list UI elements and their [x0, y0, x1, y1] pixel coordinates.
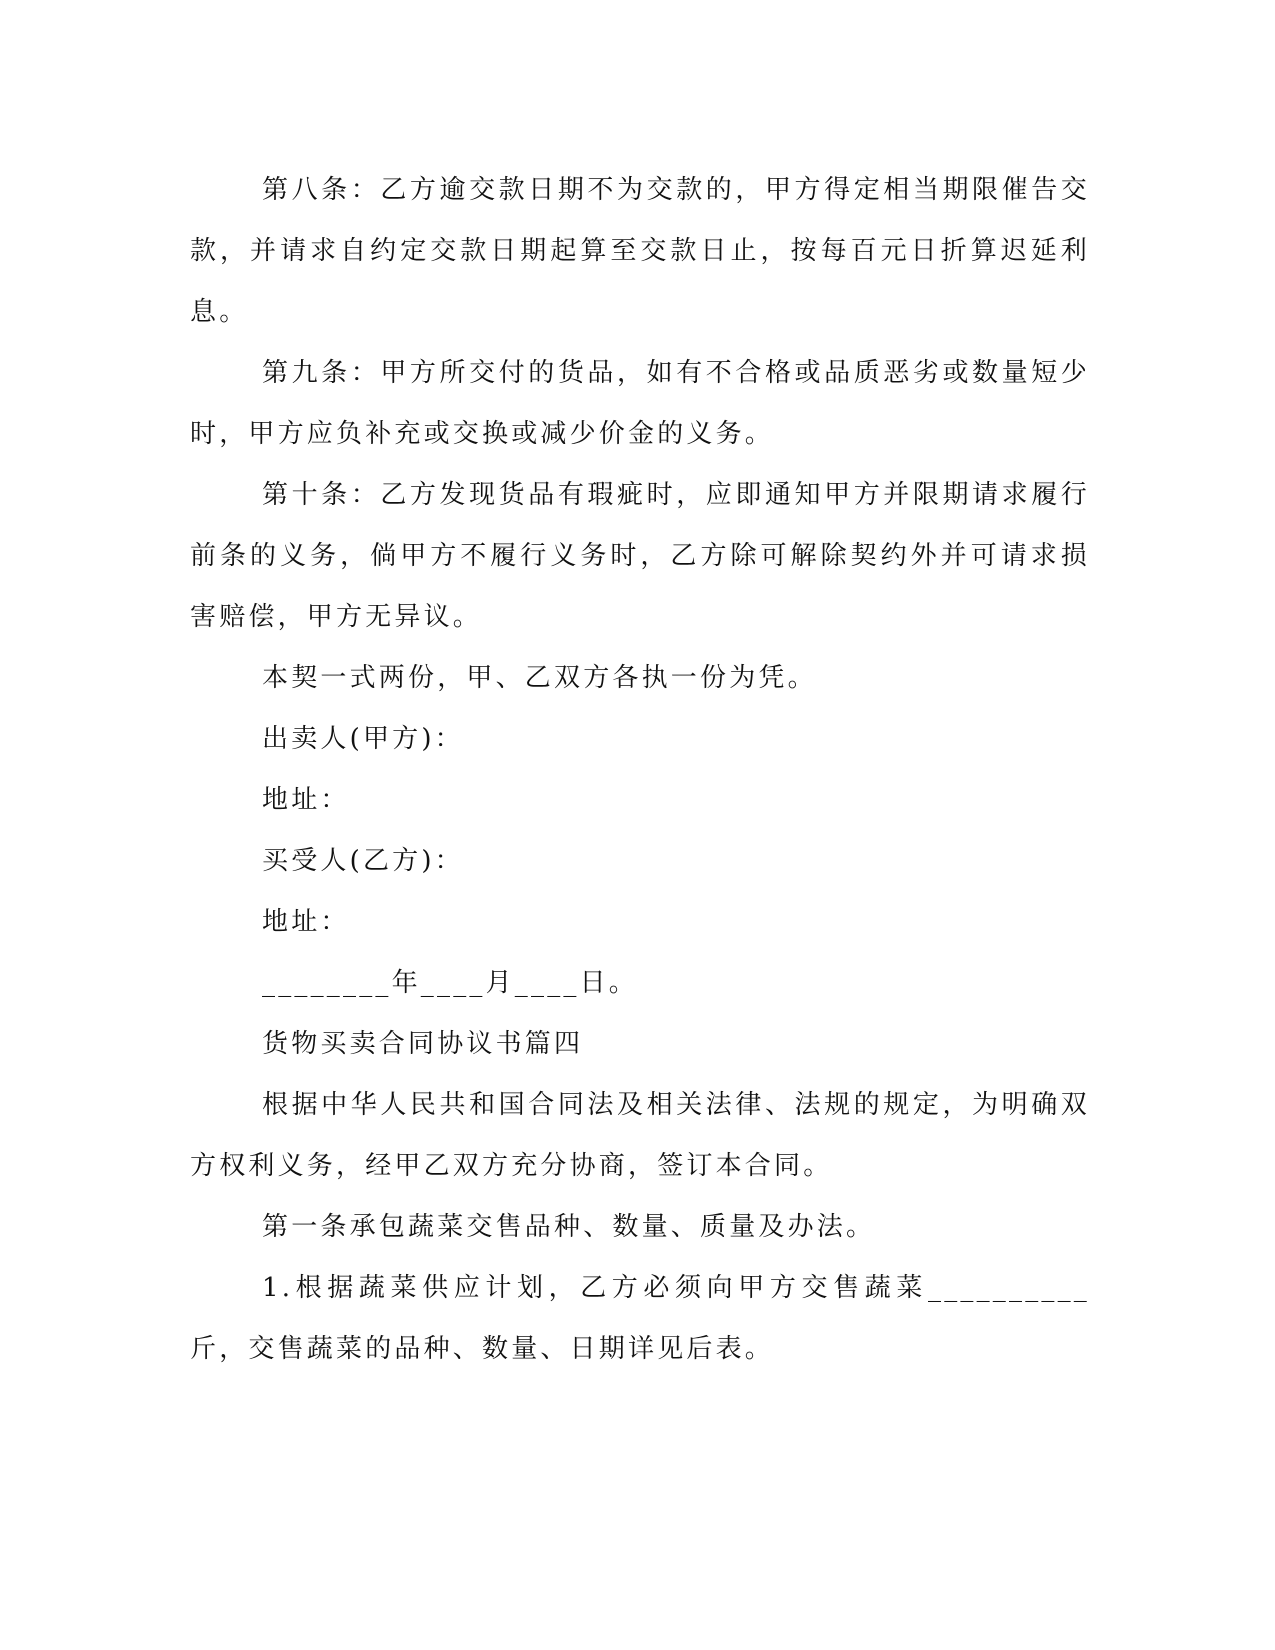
copies-statement: 本契一式两份，甲、乙双方各执一份为凭。 [262, 663, 817, 693]
seller-address-line: 地址： [262, 785, 350, 815]
buyer-address-line: 地址： [262, 907, 350, 937]
buyer-signature-line: 买受人(乙方)： [262, 846, 464, 876]
seller-signature-line: 出卖人(甲方)： [262, 724, 464, 754]
article-1-item-1: 1.根据蔬菜供应计划，乙方必须向甲方交售蔬菜__________斤，交售蔬菜的品种、数量、日期详见后表。 [190, 1273, 1090, 1364]
document-body [190, 160, 1090, 1380]
article-1-heading: 第一条承包蔬菜交售品种、数量、质量及办法。 [262, 1212, 876, 1242]
preamble-paragraph: 根据中华人民共和国合同法及相关法律、法规的规定，为明确双方权利义务，经甲乙双方充分协商，签订本合同。 [190, 1090, 1090, 1181]
article-9-paragraph: 第九条：甲方所交付的货品，如有不合格或品质恶劣或数量短少时，甲方应负补充或交换或减少价金的义务。 [190, 358, 1090, 449]
date-line: ________年____月____日。 [262, 968, 639, 998]
article-10-paragraph: 第十条：乙方发现货品有瑕疵时，应即通知甲方并限期请求履行前条的义务，倘甲方不履行义务时，乙方除可解除契约外并可请求损害赔偿，甲方无异议。 [190, 480, 1090, 632]
section-heading: 货物买卖合同协议书篇四 [262, 1029, 584, 1059]
article-8-paragraph: 第八条：乙方逾交款日期不为交款的，甲方得定相当期限催告交款，并请求自约定交款日期起算至交款日止，按每百元日折算迟延利息。 [190, 175, 1090, 327]
